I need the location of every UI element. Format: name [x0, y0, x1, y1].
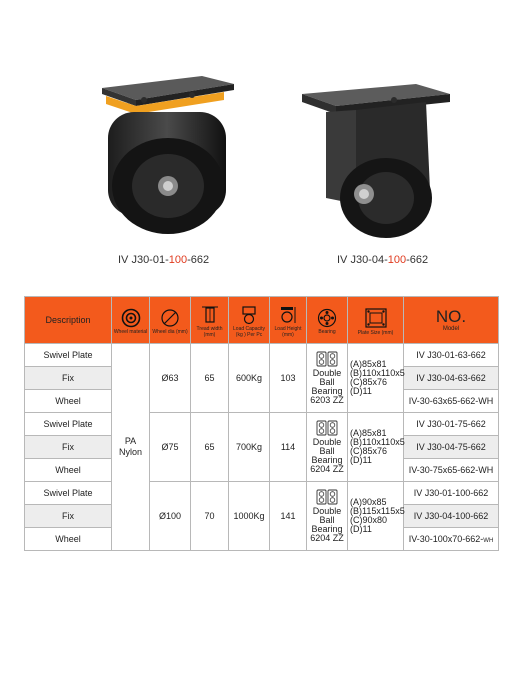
row-description: Swivel Plate: [25, 482, 112, 505]
model-cell: IV J30-01-75-662: [404, 413, 499, 436]
load-height-cell: 141: [270, 482, 307, 551]
caption-size: 100: [387, 254, 407, 266]
header-tread-width: [191, 297, 229, 344]
model-cell: IV J30-01-100-662: [404, 482, 499, 505]
header-plate-size: [348, 297, 404, 344]
tread-width-cell: 65: [191, 413, 229, 482]
header-model: [404, 297, 499, 344]
header-label: Load Height (mm): [274, 325, 302, 338]
plate-line: (D)11: [350, 455, 372, 465]
caption-prefix: IV J30-04-: [337, 254, 388, 266]
bearing-line: Bearing: [311, 455, 343, 465]
load-capacity-cell: 700Kg: [229, 413, 270, 482]
tread-width-icon: [200, 305, 220, 325]
header-label: Bearing: [318, 328, 336, 335]
row-description: Fix: [25, 505, 112, 528]
row-description: Fix: [25, 367, 112, 390]
fixed-caster-image: [296, 74, 456, 240]
plate-size-cell: [348, 413, 404, 482]
plate-line: (D)11: [350, 524, 372, 534]
swivel-caster-image: [84, 60, 244, 240]
model-cell: IV-30-63x65-662-WH: [404, 390, 499, 413]
bearing-line: 6204 ZZ: [310, 464, 344, 474]
plate-line: (B)115x115x5: [350, 506, 405, 516]
header-label: Load Capacity (kg ) Per Pc: [233, 325, 265, 338]
bearing-diagram-icon: [315, 420, 339, 436]
header-bearing: [307, 297, 348, 344]
wheel-dia-cell: Ø100: [150, 482, 191, 551]
plate-line: (C)85x76: [350, 446, 388, 456]
row-description: Wheel: [25, 390, 112, 413]
plate-line: (A)90x85: [350, 497, 387, 507]
header-label: Tread width (mm): [196, 325, 223, 338]
row-description: Fix: [25, 436, 112, 459]
bearing-diagram-icon: [315, 489, 339, 505]
caption-prefix: IV J30-01-: [118, 254, 169, 266]
caption-size: 100: [168, 254, 188, 266]
swivel-caster-caption: [118, 254, 209, 266]
load-height-cell: 114: [270, 413, 307, 482]
row-description: Swivel Plate: [25, 413, 112, 436]
plate-line: (D)11: [350, 386, 372, 396]
header-wheel-dia: [150, 297, 191, 344]
spec-table: [24, 296, 499, 551]
bearing-cell: [307, 344, 348, 413]
model-cell: IV J30-04-100-662: [404, 505, 499, 528]
model-cell: IV-30-75x65-662-WH: [404, 459, 499, 482]
plate-size-cell: [348, 344, 404, 413]
row-description: Swivel Plate: [25, 344, 112, 367]
table-row: [25, 413, 499, 436]
row-description: Wheel: [25, 459, 112, 482]
bearing-cell: [307, 413, 348, 482]
header-label: Plate Size (mm): [357, 329, 394, 336]
model-cell: IV J30-04-63-662: [404, 367, 499, 390]
diameter-icon: [160, 308, 180, 328]
caption-suffix: -662: [187, 254, 210, 266]
header-description: Description: [25, 297, 112, 344]
bearing-line: Bearing: [311, 386, 343, 396]
load-capacity-icon: [239, 305, 259, 325]
bearing-line: Double Ball: [312, 506, 342, 525]
header-load-capacity: [229, 297, 270, 344]
model-cell: [404, 528, 499, 551]
model-cell: IV J30-04-75-662: [404, 436, 499, 459]
header-load-height: [270, 297, 307, 344]
load-capacity-cell: 1000Kg: [229, 482, 270, 551]
load-capacity-cell: 600Kg: [229, 344, 270, 413]
bearing-diagram-icon: [315, 351, 339, 367]
header-label: Wheel dia (mm): [152, 328, 188, 335]
caption-suffix: -662: [406, 254, 429, 266]
model-cell: IV J30-01-63-662: [404, 344, 499, 367]
header-label: Model: [442, 326, 460, 332]
target-icon: [121, 308, 141, 328]
tread-width-cell: 70: [191, 482, 229, 551]
table-row: [25, 344, 499, 367]
header-label: Wheel material: [113, 328, 148, 335]
header-no: NO.: [435, 307, 467, 326]
bearing-line: 6203 ZZ: [310, 395, 344, 405]
model-suffix: WH: [483, 538, 494, 544]
bearing-line: Double Ball: [312, 437, 342, 456]
bearing-line: Bearing: [311, 524, 343, 534]
table-header: [25, 297, 499, 344]
wheel-material-cell: [112, 344, 150, 551]
plate-line: (B)110x110x5: [350, 368, 405, 378]
bearing-icon: [317, 308, 337, 328]
material-line: PA: [124, 436, 137, 446]
plate-line: (C)90x80: [350, 515, 388, 525]
load-height-icon: [278, 305, 298, 325]
plate-line: (A)85x81: [350, 428, 387, 438]
header-wheel-material: [112, 297, 150, 344]
model-text: IV-30-100x70-662-: [408, 534, 484, 544]
wheel-dia-cell: Ø63: [150, 344, 191, 413]
wheel-dia-cell: Ø75: [150, 413, 191, 482]
plate-line: (A)85x81: [350, 359, 387, 369]
plate-line: (C)85x76: [350, 377, 388, 387]
plate-size-icon: [361, 307, 391, 329]
load-height-cell: 103: [270, 344, 307, 413]
row-description: Wheel: [25, 528, 112, 551]
material-line: Nylon: [118, 447, 142, 457]
plate-line: (B)110x110x5: [350, 437, 405, 447]
bearing-line: Double Ball: [312, 368, 342, 387]
fixed-caster-caption: [337, 254, 428, 266]
tread-width-cell: 65: [191, 344, 229, 413]
table-row: [25, 482, 499, 505]
bearing-cell: [307, 482, 348, 551]
plate-size-cell: [348, 482, 404, 551]
bearing-line: 6204 ZZ: [310, 533, 344, 543]
